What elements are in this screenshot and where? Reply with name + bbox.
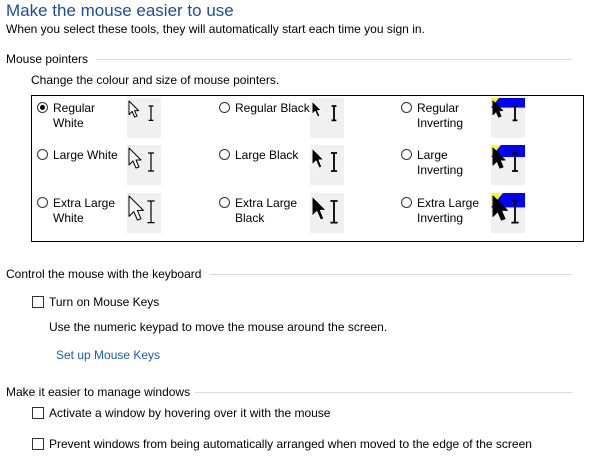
pointer-scheme-radio[interactable] (401, 197, 412, 208)
pointer-scheme-label-line1: Extra Large (417, 196, 480, 210)
pointer-scheme-label[interactable] (235, 196, 297, 226)
pointer-preview-icon (491, 193, 525, 233)
pointer-scheme-label-line2: Black (235, 211, 265, 225)
pointer-scheme-label-line1: Extra Large (235, 196, 298, 210)
prevent-arrange-label[interactable]: Prevent windows from being automatically arranged when moved to the edge of the screen (49, 437, 532, 451)
pointer-scheme-label-line1: Large Black (235, 148, 299, 162)
page-title: Make the mouse easier to use (6, 1, 234, 20)
pointer-scheme-label[interactable] (417, 101, 463, 131)
section-title-keyboard: Control the mouse with the keyboard (6, 267, 202, 281)
mouse-keys-label[interactable]: Turn on Mouse Keys (49, 295, 160, 309)
pointer-preview-icon (127, 98, 161, 138)
pointer-preview-icon (310, 98, 344, 138)
pointer-preview-icon (491, 145, 525, 185)
page-subtitle: When you select these tools, they will automatically start each time you sign in. (6, 22, 425, 36)
pointer-scheme-label-line2: Inverting (417, 211, 464, 225)
pointer-scheme-label-line1: Regular (53, 101, 96, 115)
section-title-mouse-pointers: Mouse pointers (6, 52, 89, 66)
pointer-scheme-label[interactable] (53, 196, 115, 226)
pointer-scheme-label-line1: Large (417, 148, 448, 162)
pointer-scheme-radio[interactable] (219, 197, 230, 208)
pointer-scheme-label-line1: Extra Large (53, 196, 116, 210)
pointer-preview-icon (127, 145, 161, 185)
mouse-keys-checkbox[interactable] (32, 296, 44, 308)
hover-activate-checkbox[interactable] (32, 407, 44, 419)
pointer-scheme-label[interactable] (417, 196, 479, 226)
pointer-scheme-label-line2: Inverting (417, 116, 464, 130)
pointer-scheme-label-line2: White (53, 211, 84, 225)
pointer-scheme-radio[interactable] (401, 149, 412, 160)
pointer-scheme-radio[interactable] (219, 149, 230, 160)
pointer-scheme-radio[interactable] (401, 102, 412, 113)
pointer-scheme-label-line1: Regular Black (235, 101, 310, 115)
pointer-scheme-radio[interactable] (37, 197, 48, 208)
pointer-preview-icon (310, 193, 344, 233)
pointer-preview-icon (491, 98, 525, 138)
section-divider (209, 274, 572, 275)
prevent-arrange-checkbox[interactable] (32, 438, 44, 450)
pointer-scheme-radio[interactable] (219, 102, 230, 113)
pointer-preview-icon (310, 145, 344, 185)
setup-mouse-keys-link[interactable]: Set up Mouse Keys (56, 348, 161, 362)
pointer-preview-icon (127, 193, 161, 233)
mouse-pointers-hint: Change the colour and size of mouse pointers. (31, 73, 280, 87)
pointer-scheme-label-line1: Regular (417, 101, 460, 115)
pointer-scheme-label-line2: White (53, 116, 84, 130)
pointer-scheme-label[interactable] (53, 148, 118, 163)
pointer-scheme-label[interactable] (235, 148, 298, 163)
section-divider (96, 59, 572, 60)
pointer-scheme-label-line1: Large White (53, 148, 118, 162)
hover-activate-label[interactable]: Activate a window by hovering over it with the mouse (49, 406, 331, 420)
pointer-scheme-radio[interactable] (37, 102, 48, 113)
pointer-scheme-label[interactable] (417, 148, 463, 178)
pointer-scheme-label-line2: Inverting (417, 163, 464, 177)
mouse-keys-description: Use the numeric keypad to move the mouse around the screen. (49, 320, 388, 334)
pointer-scheme-label[interactable] (53, 101, 95, 131)
section-divider (195, 392, 572, 393)
section-title-windows: Make it easier to manage windows (6, 385, 191, 399)
pointer-scheme-radio[interactable] (37, 149, 48, 160)
pointer-scheme-label[interactable] (235, 101, 310, 116)
